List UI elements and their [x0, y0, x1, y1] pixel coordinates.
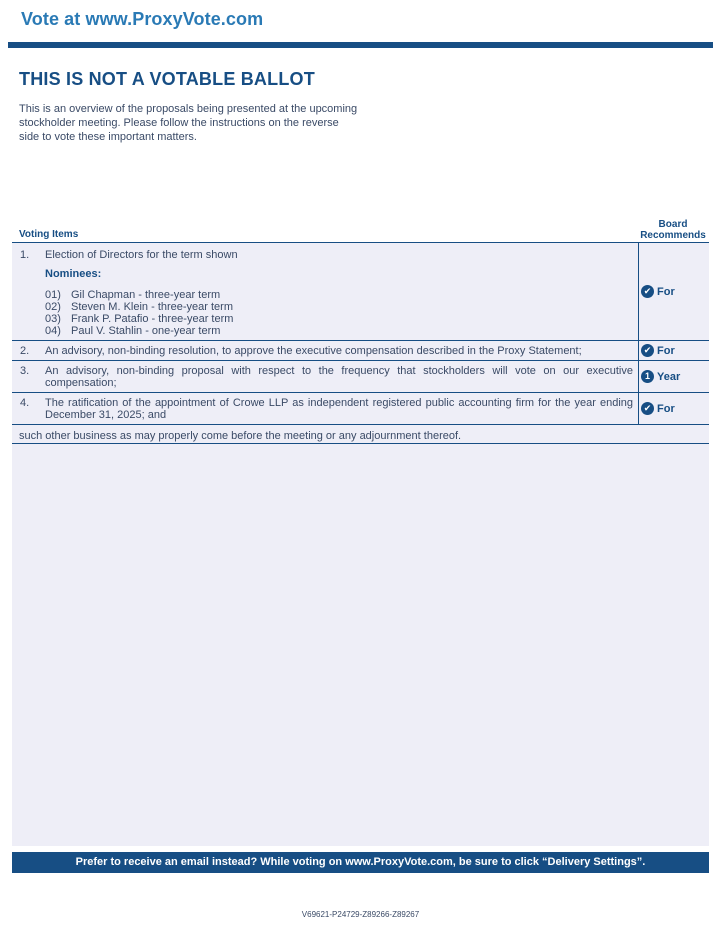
header-title: Vote at www.ProxyVote.com: [21, 9, 264, 29]
nominees-title: Nominees:: [45, 268, 102, 280]
nominee-item: [45, 325, 220, 337]
item-text: The ratification of the appointment of Crowe LLP as independent registered public accounting firm for the year ending December 31, 2025; and: [45, 397, 633, 421]
nominee-number: 03): [45, 313, 61, 325]
control-code: V69621-P24729-Z89266-Z89267: [301, 910, 420, 919]
voting-item-2: [12, 341, 709, 361]
nominee-item: [45, 301, 233, 313]
recommendation-label: For: [657, 344, 675, 357]
nominee-number: 04): [45, 325, 61, 337]
other-business-rule: [12, 443, 709, 444]
item-text: Election of Directors for the term shown: [45, 249, 238, 261]
other-business-text: such other business as may properly come before the meeting or any adjournment thereof.: [19, 430, 462, 442]
item-text: An advisory, non-binding proposal with respect to the frequency that stockholders will vote on our executive compensation;: [45, 365, 633, 389]
nominee-number: 01): [45, 289, 61, 301]
nominee-item: [45, 313, 233, 325]
ballot-heading: THIS IS NOT A VOTABLE BALLOT: [19, 69, 315, 89]
board-header-line2: Recommends: [640, 230, 706, 241]
check-circle-icon: ✔: [641, 285, 654, 298]
check-circle-icon: ✔: [641, 402, 654, 415]
nominee-item: [45, 289, 220, 301]
nominee-name: Paul V. Stahlin - one-year term: [71, 325, 221, 337]
voting-item-4: [12, 393, 709, 425]
board-recommendation: [638, 361, 710, 392]
nominee-name: Frank P. Patafio - three-year term: [71, 313, 234, 325]
item-number: 2.: [20, 345, 30, 357]
recommendation-label: For: [657, 285, 675, 298]
header-rule: [8, 42, 713, 48]
intro-text: This is an overview of the proposals being presented at the upcoming stockholder meeting. Please follow the instructions on the reverse side to vote these important matters.: [19, 103, 358, 143]
one-circle-icon: 1: [641, 370, 654, 383]
board-recommendation: [638, 341, 710, 360]
board-recommendation: [638, 393, 710, 424]
voting-item-3: [12, 361, 709, 393]
voting-item-1: [12, 243, 709, 341]
delivery-settings-banner: Prefer to receive an email instead? While voting on www.ProxyVote.com, be sure to click “Delivery Settings”.: [12, 852, 709, 873]
item-number: 1.: [20, 249, 30, 261]
item-number: 4.: [20, 397, 30, 409]
recommendation-label: For: [657, 402, 675, 415]
recommendation-label: Year: [657, 370, 681, 383]
board-recommendation: [638, 243, 710, 340]
item-text: An advisory, non-binding resolution, to approve the executive compensation described in the Proxy Statement;: [45, 345, 582, 357]
item-number: 3.: [20, 365, 30, 377]
board-recommends-header: [637, 219, 709, 241]
board-header-line1: Board: [658, 219, 688, 230]
nominee-name: Steven M. Klein - three-year term: [71, 301, 234, 313]
nominee-name: Gil Chapman - three-year term: [71, 289, 221, 301]
nominee-number: 02): [45, 301, 61, 313]
check-circle-icon: ✔: [641, 344, 654, 357]
voting-items-header: Voting Items: [19, 229, 79, 240]
